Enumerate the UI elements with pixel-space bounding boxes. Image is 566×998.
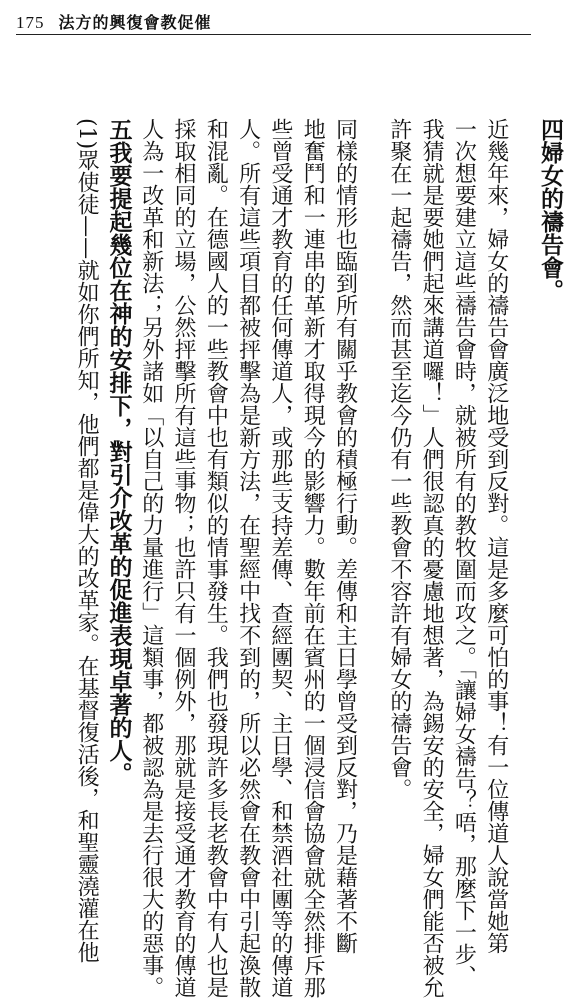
text-column: 採取相同的立場，公然抨擊所有這些事物；也許只有一個例外，那就是接受通才教育的傳道: [171, 118, 197, 998]
text-column: 人為一改革和新法；另外諸如「以自己的力量進行」這類事，都被認為是去行很大的惡事。: [138, 118, 164, 998]
text-column: 近幾年來，婦女的禱告會廣泛地受到反對。這是多麼可怕的事！有一位傳道人說當她第: [483, 118, 509, 954]
text-column: 些曾受通才教育的任何傳道人，或那些支持差傳、查經團契、主日學、和禁酒社團等的傳道: [267, 118, 293, 998]
section-heading-4: 四婦女的禱告會。: [537, 118, 564, 302]
text-column: 許聚在一起禱告，然而甚至迄今仍有一些教會不容許有婦女的禱告會。: [386, 118, 412, 800]
text-column: 我猜就是要她們起來講道囉！」人們很認真的憂慮地想著，為錫安的安全，婦女們能否被允: [419, 118, 445, 998]
section-heading-5: 五我要提起幾位在神的安排下，對引介改革的促進表現卓著的人。: [105, 118, 133, 785]
text-column: 人。所有這些項目都被抨擊為是新方法，在聖經中找不到的，所以必然會在教會中引起渙散: [235, 118, 261, 998]
body-text: [7, 118, 564, 998]
text-column: (1)眾使徒——就如你們所知，他們都是偉大的改革家。在基督復活後，和聖靈澆灌在他: [74, 118, 100, 964]
text-column: 同樣的情形也臨到所有關乎教會的積極行動。差傳和主日學曾受到反對，乃是藉著不斷: [332, 118, 358, 954]
header-rule: [16, 34, 531, 35]
page-header: [16, 10, 212, 33]
text-column: 地奮鬥和一連串的革新才取得現今的影響力。數年前在賓州的一個浸信會協會就全然排斥那: [300, 118, 326, 998]
text-column: 和混亂。在德國人的一些教會中也有類似的情事發生。我們也發現許多長老教會中有人也是: [203, 118, 229, 998]
page-number: 175: [16, 13, 45, 32]
running-title: 法方的興復會教促催: [58, 13, 212, 32]
text-column: 一次想要建立這些禱告會時，就被所有的教牧圍而攻之。「讓婦女禱告？唔，那麼下一步、: [451, 118, 477, 987]
